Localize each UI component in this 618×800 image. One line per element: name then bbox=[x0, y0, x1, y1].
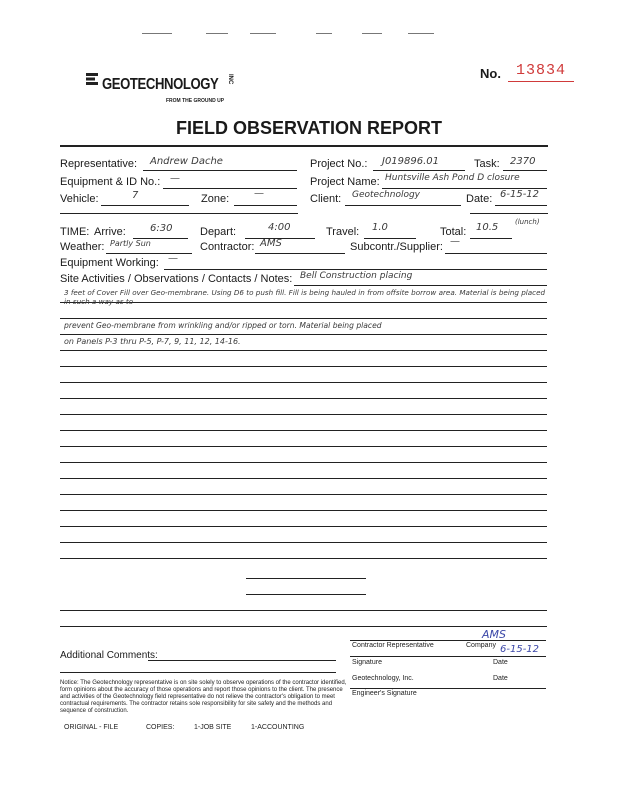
notes-line-3: prevent Geo-membrane from wrinkling and/or ripped or torn. Material being placed bbox=[64, 321, 382, 330]
title-rule bbox=[60, 145, 548, 147]
engineer-signature-label: Engineer's Signature bbox=[352, 690, 417, 697]
time-label: TIME: bbox=[60, 226, 90, 238]
vehicle-line bbox=[101, 205, 189, 206]
logo-tagline: FROM THE GROUND UP bbox=[166, 98, 225, 104]
date-label-engineer: Date bbox=[493, 675, 508, 682]
total-line bbox=[470, 238, 512, 239]
signature-line bbox=[350, 656, 546, 657]
scan-mark bbox=[142, 33, 172, 34]
section-rule bbox=[60, 213, 298, 214]
notice-text: Notice: The Geotechnology representative is on site solely to observe operations of the contractor identified, form opinions about the accuracy of those operations and report those opinions to the client. The presence and activities of the Geotechnology field representative do not relieve the contractor's obligation to meet contractual requirements. The contractor retains sole responsibility for site safety and the methods and sequence of construction. bbox=[60, 680, 347, 714]
engineer-signature-line bbox=[350, 688, 546, 689]
project-no-value: J019896.01 bbox=[382, 156, 440, 167]
total-value: 10.5 bbox=[476, 222, 499, 233]
scan-mark bbox=[408, 33, 434, 34]
subcontr-label: Subcontr./Supplier: bbox=[350, 241, 443, 253]
notes-line bbox=[60, 350, 547, 351]
travel-label: Travel: bbox=[326, 226, 360, 238]
notes-line bbox=[60, 446, 547, 447]
form-title: FIELD OBSERVATION REPORT bbox=[176, 118, 443, 138]
zone-value: — bbox=[254, 188, 264, 199]
travel-value: 1.0 bbox=[372, 222, 388, 233]
date-value: 6-15-12 bbox=[500, 189, 540, 200]
notes-line-2: 3 feet of Cover Fill over Geo-membrane. Using D6 to push fill. Fill is being hauled in from offsite borrow area. Material is being placed in such a way as to bbox=[64, 288, 546, 306]
client-line bbox=[345, 205, 461, 206]
representative-label: Representative: bbox=[60, 158, 138, 170]
logo-text: GEOTECHNOLOGY bbox=[102, 76, 219, 93]
vehicle-value: 7 bbox=[132, 190, 139, 201]
scan-mark bbox=[362, 33, 382, 34]
project-name-label: Project Name: bbox=[310, 176, 380, 188]
report-number-underline bbox=[508, 81, 574, 82]
task-label: Task: bbox=[474, 158, 500, 170]
total-label: Total: bbox=[440, 226, 467, 238]
contractor-line bbox=[255, 253, 345, 254]
contractor-initials: AMS bbox=[482, 628, 506, 641]
depart-label: Depart: bbox=[200, 226, 237, 238]
project-no-label: Project No.: bbox=[310, 158, 368, 170]
weather-line bbox=[106, 253, 192, 254]
notes-line-4: on Panels P-3 thru P-5, P-7, 9, 11, 12, 14-16. bbox=[64, 337, 241, 346]
notes-line bbox=[60, 430, 547, 431]
section-rule bbox=[470, 213, 548, 214]
copy-accounting: 1-ACCOUNTING bbox=[251, 724, 305, 731]
project-name-value: Huntsville Ash Pond D closure bbox=[385, 173, 520, 183]
notes-line bbox=[60, 558, 547, 559]
equipment-value: — bbox=[170, 173, 180, 184]
copies-label: COPIES: bbox=[146, 724, 175, 731]
notes-line bbox=[60, 318, 547, 319]
company-label: Company bbox=[466, 642, 496, 649]
scan-mark bbox=[250, 33, 276, 34]
client-label: Client: bbox=[310, 193, 342, 205]
contractor-label: Contractor: bbox=[200, 241, 255, 253]
report-number-label: No. bbox=[480, 66, 501, 81]
equipment-working-label: Equipment Working: bbox=[60, 257, 159, 269]
original-label: ORIGINAL - FILE bbox=[64, 724, 119, 731]
representative-value: Andrew Dache bbox=[150, 156, 223, 167]
additional-comments-line bbox=[60, 672, 336, 673]
notes-line bbox=[60, 526, 547, 527]
equipment-line bbox=[163, 188, 297, 189]
client-value: Geotechnology bbox=[352, 190, 420, 200]
task-value: 2370 bbox=[510, 156, 536, 167]
additional-comments-label: Additional Comments: bbox=[60, 650, 158, 661]
representative-line bbox=[143, 170, 297, 171]
contractor-signature-line bbox=[350, 640, 546, 641]
additional-comments-line bbox=[148, 660, 336, 661]
date-line bbox=[495, 205, 547, 206]
arrive-value: 6:30 bbox=[150, 223, 173, 234]
weather-value: Partly Sun bbox=[110, 239, 151, 248]
notes-line bbox=[60, 366, 547, 367]
task-line bbox=[503, 170, 547, 171]
zone-label: Zone: bbox=[201, 193, 230, 205]
contractor-date: 6-15-12 bbox=[500, 644, 540, 655]
notes-line bbox=[246, 594, 366, 595]
scan-mark bbox=[206, 33, 228, 34]
travel-line bbox=[364, 238, 416, 239]
signature-label: Signature bbox=[352, 659, 382, 666]
company-name: Geotechnology, Inc. bbox=[352, 675, 414, 682]
weather-label: Weather: bbox=[60, 241, 105, 253]
zone-line bbox=[234, 205, 297, 206]
equipment-label: Equipment & ID No.: bbox=[60, 176, 161, 188]
vehicle-label: Vehicle: bbox=[60, 193, 99, 205]
notes-line bbox=[60, 626, 547, 627]
logo-suffix: INC bbox=[227, 74, 233, 85]
notes-line bbox=[60, 462, 547, 463]
notes-line bbox=[246, 578, 366, 579]
notes-line bbox=[60, 414, 547, 415]
subcontr-value: — bbox=[450, 236, 460, 247]
subcontr-line bbox=[445, 253, 547, 254]
geotechnology-logo-icon bbox=[86, 72, 98, 84]
equipment-working-line bbox=[164, 269, 547, 270]
notes-line-1: Bell Construction placing bbox=[300, 271, 413, 281]
depart-value: 4:00 bbox=[268, 222, 291, 233]
equipment-working-value: — bbox=[168, 253, 178, 264]
arrive-label: Arrive: bbox=[94, 226, 126, 238]
notes-line bbox=[60, 610, 547, 611]
project-no-line bbox=[373, 170, 465, 171]
total-note: (lunch) bbox=[515, 218, 540, 226]
notes-line bbox=[60, 398, 547, 399]
copy-job-site: 1-JOB SITE bbox=[194, 724, 232, 731]
date-label-sig: Date bbox=[493, 659, 508, 666]
notes-line bbox=[60, 382, 547, 383]
contractor-rep-label: Contractor Representative bbox=[352, 642, 434, 649]
notes-line bbox=[60, 494, 547, 495]
report-number: 13834 bbox=[516, 62, 567, 79]
notes-line bbox=[60, 542, 547, 543]
site-activities-label: Site Activities / Observations / Contacts / Notes: bbox=[60, 273, 293, 285]
contractor-value: AMS bbox=[260, 238, 282, 249]
notes-line bbox=[60, 478, 547, 479]
scan-mark bbox=[316, 33, 332, 34]
notes-line bbox=[60, 334, 547, 335]
notes-line bbox=[294, 285, 547, 286]
date-label: Date: bbox=[466, 193, 493, 205]
notes-line bbox=[60, 510, 547, 511]
